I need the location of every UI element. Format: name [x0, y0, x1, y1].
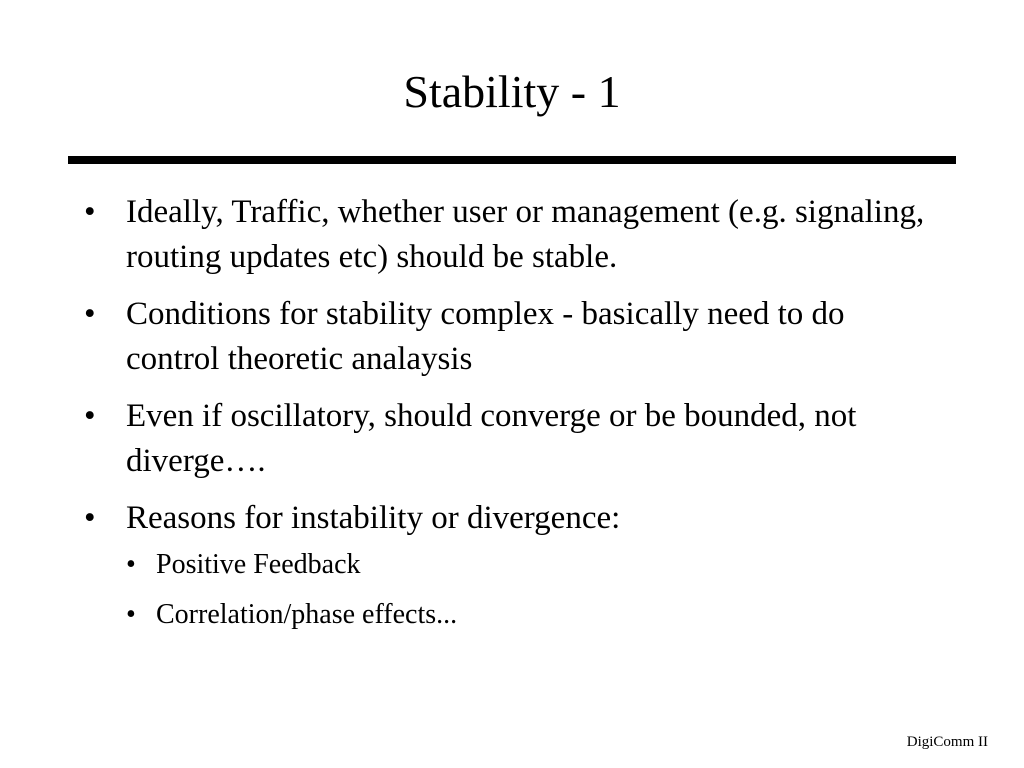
- slide-title: Stability - 1: [403, 66, 621, 117]
- sub-bullet-text: Positive Feedback: [156, 549, 361, 580]
- bullet-text: Even if oscillatory, should converge or be bounded, not diverge….: [126, 398, 857, 479]
- bullet-icon: •: [84, 296, 96, 332]
- bullet-list: [84, 190, 934, 647]
- bullet-icon: •: [84, 194, 96, 230]
- title-divider: [68, 156, 956, 164]
- sub-bullet-item: [126, 545, 934, 585]
- bullet-text: Reasons for instability or divergence:: [126, 500, 621, 536]
- bullet-item: [84, 496, 934, 635]
- bullet-icon: •: [84, 398, 96, 434]
- bullet-item: [84, 292, 934, 382]
- slide-footer: DigiComm II: [906, 734, 988, 750]
- bullet-icon: •: [84, 500, 96, 536]
- bullet-text: Conditions for stability complex - basically need to do control theoretic analaysis: [126, 296, 845, 377]
- sub-bullet-icon: •: [126, 599, 136, 630]
- bullet-text: Ideally, Traffic, whether user or management (e.g. signaling, routing updates etc) should be stable.: [126, 194, 925, 275]
- sub-bullet-item: [126, 595, 934, 635]
- bullet-item: [84, 394, 934, 484]
- bullet-item: [84, 190, 934, 280]
- sub-bullet-icon: •: [126, 549, 136, 580]
- sub-bullet-list: [126, 545, 934, 635]
- sub-bullet-text: Correlation/phase effects...: [156, 599, 458, 630]
